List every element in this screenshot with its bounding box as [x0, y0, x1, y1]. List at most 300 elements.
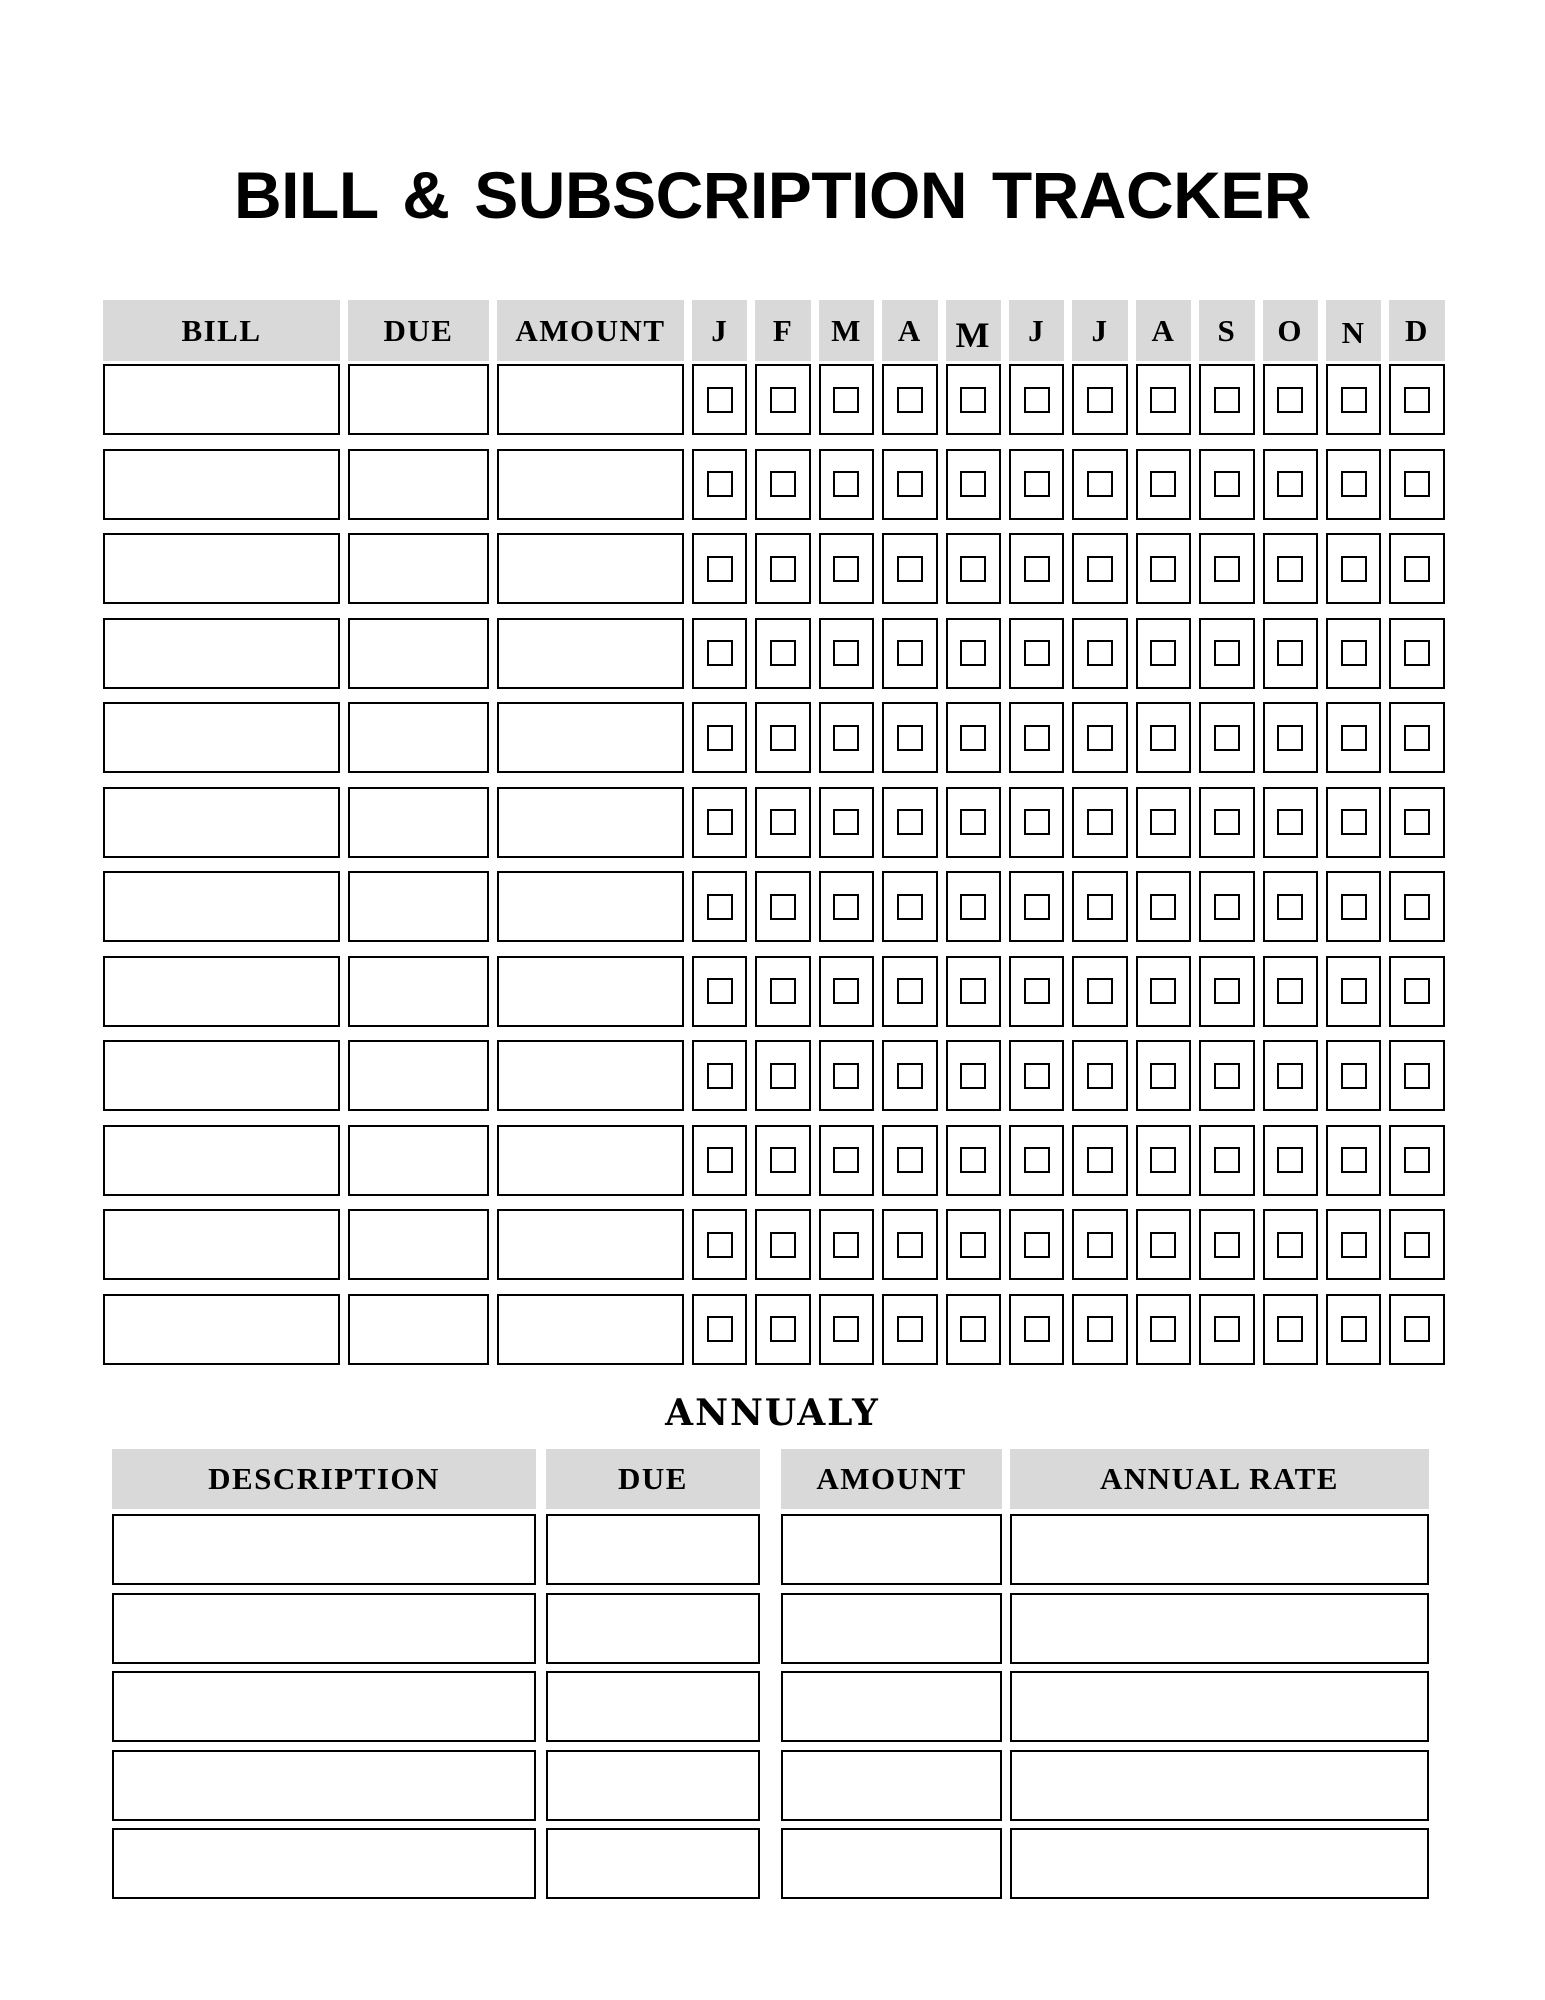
month-checkbox[interactable] — [770, 1063, 796, 1089]
month-header-11: D — [1389, 300, 1444, 361]
month-checkbox[interactable] — [1150, 978, 1176, 1004]
month-cell-9 — [1263, 956, 1318, 1027]
month-cell-4 — [946, 1209, 1001, 1280]
month-checkbox[interactable] — [1150, 1316, 1176, 1342]
month-checkbox[interactable] — [1341, 471, 1367, 497]
bill-input[interactable] — [103, 787, 340, 858]
bill-input[interactable] — [103, 533, 340, 604]
annual-amount-input[interactable] — [781, 1750, 1002, 1821]
due-input[interactable] — [348, 364, 489, 435]
month-cell-11 — [1389, 364, 1444, 435]
bill-input[interactable] — [103, 449, 340, 520]
month-checkbox[interactable] — [1024, 1147, 1050, 1173]
month-checkbox[interactable] — [960, 1063, 986, 1089]
annual-amount-input[interactable] — [781, 1671, 1002, 1742]
month-checkbox[interactable] — [1277, 640, 1303, 666]
month-cell-5 — [1009, 533, 1064, 604]
month-cell-8 — [1199, 1040, 1254, 1111]
month-cell-0 — [692, 364, 747, 435]
month-checkbox[interactable] — [897, 894, 923, 920]
month-checkbox[interactable] — [1404, 1232, 1430, 1258]
month-cell-6 — [1072, 1294, 1127, 1365]
month-checkbox[interactable] — [833, 1147, 859, 1173]
month-checkbox[interactable] — [960, 894, 986, 920]
month-cell-10 — [1326, 618, 1381, 689]
annual-rate-input[interactable] — [1010, 1750, 1429, 1821]
month-cell-8 — [1199, 1209, 1254, 1280]
month-cell-11 — [1389, 618, 1444, 689]
month-cell-1 — [755, 787, 810, 858]
month-checkbox[interactable] — [770, 894, 796, 920]
month-checkbox[interactable] — [1404, 978, 1430, 1004]
month-cell-2 — [819, 533, 874, 604]
month-checkbox[interactable] — [1277, 1063, 1303, 1089]
month-checkbox[interactable] — [1150, 640, 1176, 666]
month-cell-4 — [946, 1125, 1001, 1196]
annual-rate-input[interactable] — [1010, 1514, 1429, 1585]
amount-input[interactable] — [497, 1294, 684, 1365]
month-checkbox[interactable] — [1150, 387, 1176, 413]
month-header-5: J — [1009, 300, 1064, 361]
month-checkbox[interactable] — [1404, 640, 1430, 666]
month-checkbox[interactable] — [770, 809, 796, 835]
month-checkbox[interactable] — [1087, 556, 1113, 582]
month-checkbox[interactable] — [1277, 809, 1303, 835]
month-cell-0 — [692, 1040, 747, 1111]
month-cell-0 — [692, 1294, 747, 1365]
description-input[interactable] — [112, 1514, 536, 1585]
annual-amount-input[interactable] — [781, 1593, 1002, 1664]
month-checkbox[interactable] — [1214, 1147, 1240, 1173]
month-checkbox[interactable] — [833, 894, 859, 920]
due-input[interactable] — [348, 1294, 489, 1365]
month-checkbox[interactable] — [960, 387, 986, 413]
month-checkbox[interactable] — [707, 809, 733, 835]
due-input[interactable] — [348, 702, 489, 773]
month-header-9: O — [1263, 300, 1318, 361]
month-checkbox[interactable] — [1024, 640, 1050, 666]
month-checkbox[interactable] — [1214, 978, 1240, 1004]
month-cell-3 — [882, 364, 937, 435]
month-checkbox[interactable] — [897, 556, 923, 582]
bill-input[interactable] — [103, 1125, 340, 1196]
month-cell-10 — [1326, 1209, 1381, 1280]
month-cell-11 — [1389, 1040, 1444, 1111]
month-cell-2 — [819, 1040, 874, 1111]
description-input[interactable] — [112, 1671, 536, 1742]
annual-rate-input[interactable] — [1010, 1593, 1429, 1664]
annual-row — [112, 1514, 1429, 1585]
month-header-3: A — [882, 300, 937, 361]
annual-amount-input[interactable] — [781, 1514, 1002, 1585]
month-checkbox[interactable] — [1150, 1063, 1176, 1089]
annual-amount-input[interactable] — [781, 1828, 1002, 1899]
month-checkbox[interactable] — [833, 1232, 859, 1258]
month-cell-5 — [1009, 1040, 1064, 1111]
month-checkbox[interactable] — [770, 1316, 796, 1342]
month-checkbox[interactable] — [1087, 1232, 1113, 1258]
annual-due-input[interactable] — [546, 1750, 760, 1821]
month-checkbox[interactable] — [1214, 640, 1240, 666]
annual-row — [112, 1593, 1429, 1664]
month-checkbox[interactable] — [1150, 556, 1176, 582]
header-bill: BILL — [103, 300, 340, 361]
month-cell-5 — [1009, 1294, 1064, 1365]
month-cell-2 — [819, 871, 874, 942]
month-cell-8 — [1199, 702, 1254, 773]
due-input[interactable] — [348, 871, 489, 942]
month-checkbox[interactable] — [1024, 471, 1050, 497]
month-cell-3 — [882, 702, 937, 773]
amount-input[interactable] — [497, 871, 684, 942]
monthly-table-header — [103, 300, 1445, 361]
month-cell-7 — [1136, 533, 1191, 604]
amount-input[interactable] — [497, 702, 684, 773]
bill-input[interactable] — [103, 364, 340, 435]
month-cell-4 — [946, 533, 1001, 604]
month-checkbox[interactable] — [1024, 1316, 1050, 1342]
month-checkbox[interactable] — [833, 556, 859, 582]
month-cell-9 — [1263, 449, 1318, 520]
month-checkbox[interactable] — [833, 725, 859, 751]
annual-rate-input[interactable] — [1010, 1828, 1429, 1899]
month-cell-9 — [1263, 364, 1318, 435]
month-cell-1 — [755, 618, 810, 689]
month-checkbox[interactable] — [1087, 1316, 1113, 1342]
month-checkbox[interactable] — [1214, 894, 1240, 920]
month-checkbox[interactable] — [707, 894, 733, 920]
month-cell-3 — [882, 618, 937, 689]
amount-input[interactable] — [497, 449, 684, 520]
month-checkbox[interactable] — [897, 640, 923, 666]
month-checkbox[interactable] — [1024, 725, 1050, 751]
month-checkbox[interactable] — [1277, 1147, 1303, 1173]
bill-input[interactable] — [103, 702, 340, 773]
month-checkbox[interactable] — [1214, 725, 1240, 751]
month-checkbox[interactable] — [960, 640, 986, 666]
bill-input[interactable] — [103, 1040, 340, 1111]
month-checkbox[interactable] — [833, 978, 859, 1004]
month-checkbox[interactable] — [707, 725, 733, 751]
page-title: BILL & SUBSCRIPTION TRACKER — [234, 158, 1311, 232]
month-checkbox[interactable] — [707, 387, 733, 413]
amount-input[interactable] — [497, 1209, 684, 1280]
description-input[interactable] — [112, 1828, 536, 1899]
month-checkbox[interactable] — [960, 556, 986, 582]
amount-input[interactable] — [497, 787, 684, 858]
month-checkbox[interactable] — [960, 1316, 986, 1342]
month-checkbox[interactable] — [770, 387, 796, 413]
month-cell-9 — [1263, 1294, 1318, 1365]
month-checkbox[interactable] — [770, 471, 796, 497]
monthly-table-rows — [103, 364, 1445, 1365]
month-checkbox[interactable] — [1341, 978, 1367, 1004]
month-cell-5 — [1009, 702, 1064, 773]
month-cell-1 — [755, 449, 810, 520]
month-cell-10 — [1326, 364, 1381, 435]
month-cell-0 — [692, 618, 747, 689]
month-cell-7 — [1136, 1294, 1191, 1365]
month-checkbox[interactable] — [1150, 725, 1176, 751]
due-input[interactable] — [348, 1125, 489, 1196]
month-checkbox[interactable] — [1150, 1232, 1176, 1258]
month-cell-1 — [755, 1125, 810, 1196]
due-input[interactable] — [348, 533, 489, 604]
month-checkbox[interactable] — [1277, 387, 1303, 413]
month-checkbox[interactable] — [770, 556, 796, 582]
month-cell-1 — [755, 364, 810, 435]
month-checkbox[interactable] — [707, 1316, 733, 1342]
header-annual-rate: ANNUAL RATE — [1010, 1449, 1429, 1509]
month-checkbox[interactable] — [1341, 1316, 1367, 1342]
month-checkbox[interactable] — [1404, 556, 1430, 582]
month-checkbox[interactable] — [960, 471, 986, 497]
amount-input[interactable] — [497, 364, 684, 435]
month-checkbox[interactable] — [1024, 1232, 1050, 1258]
month-cell-6 — [1072, 1125, 1127, 1196]
month-checkbox[interactable] — [707, 471, 733, 497]
bill-input[interactable] — [103, 1294, 340, 1365]
month-cell-2 — [819, 449, 874, 520]
header-amount: AMOUNT — [497, 300, 684, 361]
month-checkbox[interactable] — [833, 387, 859, 413]
month-checkbox[interactable] — [770, 725, 796, 751]
month-cell-11 — [1389, 702, 1444, 773]
annual-due-input[interactable] — [546, 1593, 760, 1664]
month-checkbox[interactable] — [1277, 471, 1303, 497]
month-checkbox[interactable] — [1341, 1232, 1367, 1258]
month-cell-1 — [755, 702, 810, 773]
description-input[interactable] — [112, 1750, 536, 1821]
month-checkbox[interactable] — [1404, 894, 1430, 920]
month-checkbox[interactable] — [770, 1147, 796, 1173]
amount-input[interactable] — [497, 1125, 684, 1196]
month-cell-0 — [692, 449, 747, 520]
month-checkbox[interactable] — [1404, 471, 1430, 497]
month-checkbox[interactable] — [1150, 809, 1176, 835]
month-cell-2 — [819, 1125, 874, 1196]
month-checkbox[interactable] — [897, 809, 923, 835]
month-checkbox[interactable] — [1404, 809, 1430, 835]
month-checkbox[interactable] — [1150, 471, 1176, 497]
month-checkbox[interactable] — [1087, 809, 1113, 835]
month-checkbox[interactable] — [1214, 1232, 1240, 1258]
month-checkbox[interactable] — [960, 1147, 986, 1173]
month-checkbox[interactable] — [1087, 387, 1113, 413]
month-checkbox[interactable] — [897, 387, 923, 413]
month-checkbox[interactable] — [1214, 471, 1240, 497]
month-checkbox[interactable] — [707, 1063, 733, 1089]
month-cell-9 — [1263, 1125, 1318, 1196]
month-cell-6 — [1072, 364, 1127, 435]
month-checkbox[interactable] — [1214, 387, 1240, 413]
month-checkbox[interactable] — [960, 978, 986, 1004]
month-cell-6 — [1072, 871, 1127, 942]
month-cell-6 — [1072, 702, 1127, 773]
month-cell-0 — [692, 787, 747, 858]
month-checkbox[interactable] — [1087, 894, 1113, 920]
month-cell-3 — [882, 871, 937, 942]
month-checkbox[interactable] — [897, 725, 923, 751]
month-checkbox[interactable] — [1277, 1232, 1303, 1258]
due-input[interactable] — [348, 956, 489, 1027]
month-checkbox[interactable] — [770, 978, 796, 1004]
month-checkbox[interactable] — [833, 640, 859, 666]
month-checkbox[interactable] — [960, 725, 986, 751]
month-checkbox[interactable] — [833, 1063, 859, 1089]
month-checkbox[interactable] — [707, 640, 733, 666]
month-cell-4 — [946, 449, 1001, 520]
month-cell-3 — [882, 956, 937, 1027]
month-checkbox[interactable] — [1024, 809, 1050, 835]
due-input[interactable] — [348, 449, 489, 520]
month-checkbox[interactable] — [1277, 1316, 1303, 1342]
month-cell-4 — [946, 618, 1001, 689]
month-checkbox[interactable] — [960, 1232, 986, 1258]
month-cell-2 — [819, 956, 874, 1027]
month-checkbox[interactable] — [897, 1147, 923, 1173]
month-cell-6 — [1072, 618, 1127, 689]
month-cell-3 — [882, 1125, 937, 1196]
annual-due-input[interactable] — [546, 1828, 760, 1899]
month-checkbox[interactable] — [1404, 1316, 1430, 1342]
month-checkbox[interactable] — [1404, 725, 1430, 751]
month-checkbox[interactable] — [1341, 556, 1367, 582]
month-checkbox[interactable] — [1150, 1147, 1176, 1173]
month-checkbox[interactable] — [1214, 809, 1240, 835]
month-checkbox[interactable] — [707, 556, 733, 582]
month-cell-11 — [1389, 956, 1444, 1027]
month-checkbox[interactable] — [897, 978, 923, 1004]
annual-due-input[interactable] — [546, 1671, 760, 1742]
month-cell-0 — [692, 533, 747, 604]
annual-row — [112, 1750, 1429, 1821]
month-cell-2 — [819, 618, 874, 689]
month-checkbox[interactable] — [1341, 387, 1367, 413]
month-cell-1 — [755, 871, 810, 942]
month-cell-4 — [946, 1040, 1001, 1111]
month-checkbox[interactable] — [1404, 1063, 1430, 1089]
month-checkbox[interactable] — [1024, 978, 1050, 1004]
month-checkbox[interactable] — [1404, 387, 1430, 413]
month-checkbox[interactable] — [707, 1147, 733, 1173]
month-checkbox[interactable] — [1277, 894, 1303, 920]
month-checkbox[interactable] — [897, 1063, 923, 1089]
month-checkbox[interactable] — [1341, 1063, 1367, 1089]
amount-input[interactable] — [497, 533, 684, 604]
month-cell-10 — [1326, 956, 1381, 1027]
month-cell-10 — [1326, 871, 1381, 942]
month-checkbox[interactable] — [1024, 387, 1050, 413]
month-checkbox[interactable] — [1214, 556, 1240, 582]
month-checkbox[interactable] — [770, 640, 796, 666]
month-cell-4 — [946, 364, 1001, 435]
month-checkbox[interactable] — [1214, 1063, 1240, 1089]
month-cell-8 — [1199, 364, 1254, 435]
month-cell-5 — [1009, 956, 1064, 1027]
month-checkbox[interactable] — [1341, 1147, 1367, 1173]
month-checkbox[interactable] — [897, 1316, 923, 1342]
month-cell-0 — [692, 1125, 747, 1196]
month-checkbox[interactable] — [1150, 894, 1176, 920]
month-checkbox[interactable] — [1277, 978, 1303, 1004]
amount-input[interactable] — [497, 1040, 684, 1111]
month-checkbox[interactable] — [770, 1232, 796, 1258]
month-checkbox[interactable] — [1024, 556, 1050, 582]
bill-input[interactable] — [103, 956, 340, 1027]
month-cell-10 — [1326, 1040, 1381, 1111]
due-input[interactable] — [348, 787, 489, 858]
month-cell-8 — [1199, 449, 1254, 520]
month-checkbox[interactable] — [833, 471, 859, 497]
month-checkbox[interactable] — [1341, 894, 1367, 920]
due-input[interactable] — [348, 1209, 489, 1280]
header-annual-amount: AMOUNT — [781, 1449, 1002, 1509]
month-checkbox[interactable] — [1087, 1147, 1113, 1173]
bill-input[interactable] — [103, 618, 340, 689]
month-checkbox[interactable] — [1087, 471, 1113, 497]
month-cell-2 — [819, 787, 874, 858]
month-cell-3 — [882, 787, 937, 858]
month-cell-3 — [882, 449, 937, 520]
bill-input[interactable] — [103, 1209, 340, 1280]
month-cell-8 — [1199, 787, 1254, 858]
month-checkbox[interactable] — [897, 1232, 923, 1258]
month-checkbox[interactable] — [1087, 725, 1113, 751]
month-checkbox[interactable] — [1087, 978, 1113, 1004]
month-cell-4 — [946, 1294, 1001, 1365]
month-checkbox[interactable] — [833, 1316, 859, 1342]
month-checkbox[interactable] — [1087, 640, 1113, 666]
amount-input[interactable] — [497, 618, 684, 689]
month-cell-8 — [1199, 1125, 1254, 1196]
month-cell-6 — [1072, 1209, 1127, 1280]
month-cell-11 — [1389, 449, 1444, 520]
annual-due-input[interactable] — [546, 1514, 760, 1585]
month-checkbox[interactable] — [1214, 1316, 1240, 1342]
month-cell-3 — [882, 533, 937, 604]
annual-table-header — [112, 1449, 1429, 1509]
month-cell-10 — [1326, 702, 1381, 773]
due-input[interactable] — [348, 1040, 489, 1111]
description-input[interactable] — [112, 1593, 536, 1664]
annual-heading: ANNUALY — [665, 1392, 880, 1434]
month-checkbox[interactable] — [1341, 640, 1367, 666]
month-checkbox[interactable] — [1277, 556, 1303, 582]
month-checkbox[interactable] — [1277, 725, 1303, 751]
month-checkbox[interactable] — [897, 471, 923, 497]
month-checkbox[interactable] — [1024, 1063, 1050, 1089]
month-cell-2 — [819, 1294, 874, 1365]
month-checkbox[interactable] — [1024, 894, 1050, 920]
month-checkbox[interactable] — [1341, 809, 1367, 835]
month-checkbox[interactable] — [707, 1232, 733, 1258]
month-cell-6 — [1072, 1040, 1127, 1111]
month-cell-10 — [1326, 1294, 1381, 1365]
amount-input[interactable] — [497, 956, 684, 1027]
month-checkbox[interactable] — [960, 809, 986, 835]
month-checkbox[interactable] — [1404, 1147, 1430, 1173]
month-cell-0 — [692, 702, 747, 773]
annual-rate-input[interactable] — [1010, 1671, 1429, 1742]
bill-input[interactable] — [103, 871, 340, 942]
month-cell-2 — [819, 1209, 874, 1280]
month-checkbox[interactable] — [1341, 725, 1367, 751]
month-checkbox[interactable] — [833, 809, 859, 835]
month-checkbox[interactable] — [707, 978, 733, 1004]
month-checkbox[interactable] — [1087, 1063, 1113, 1089]
due-input[interactable] — [348, 618, 489, 689]
